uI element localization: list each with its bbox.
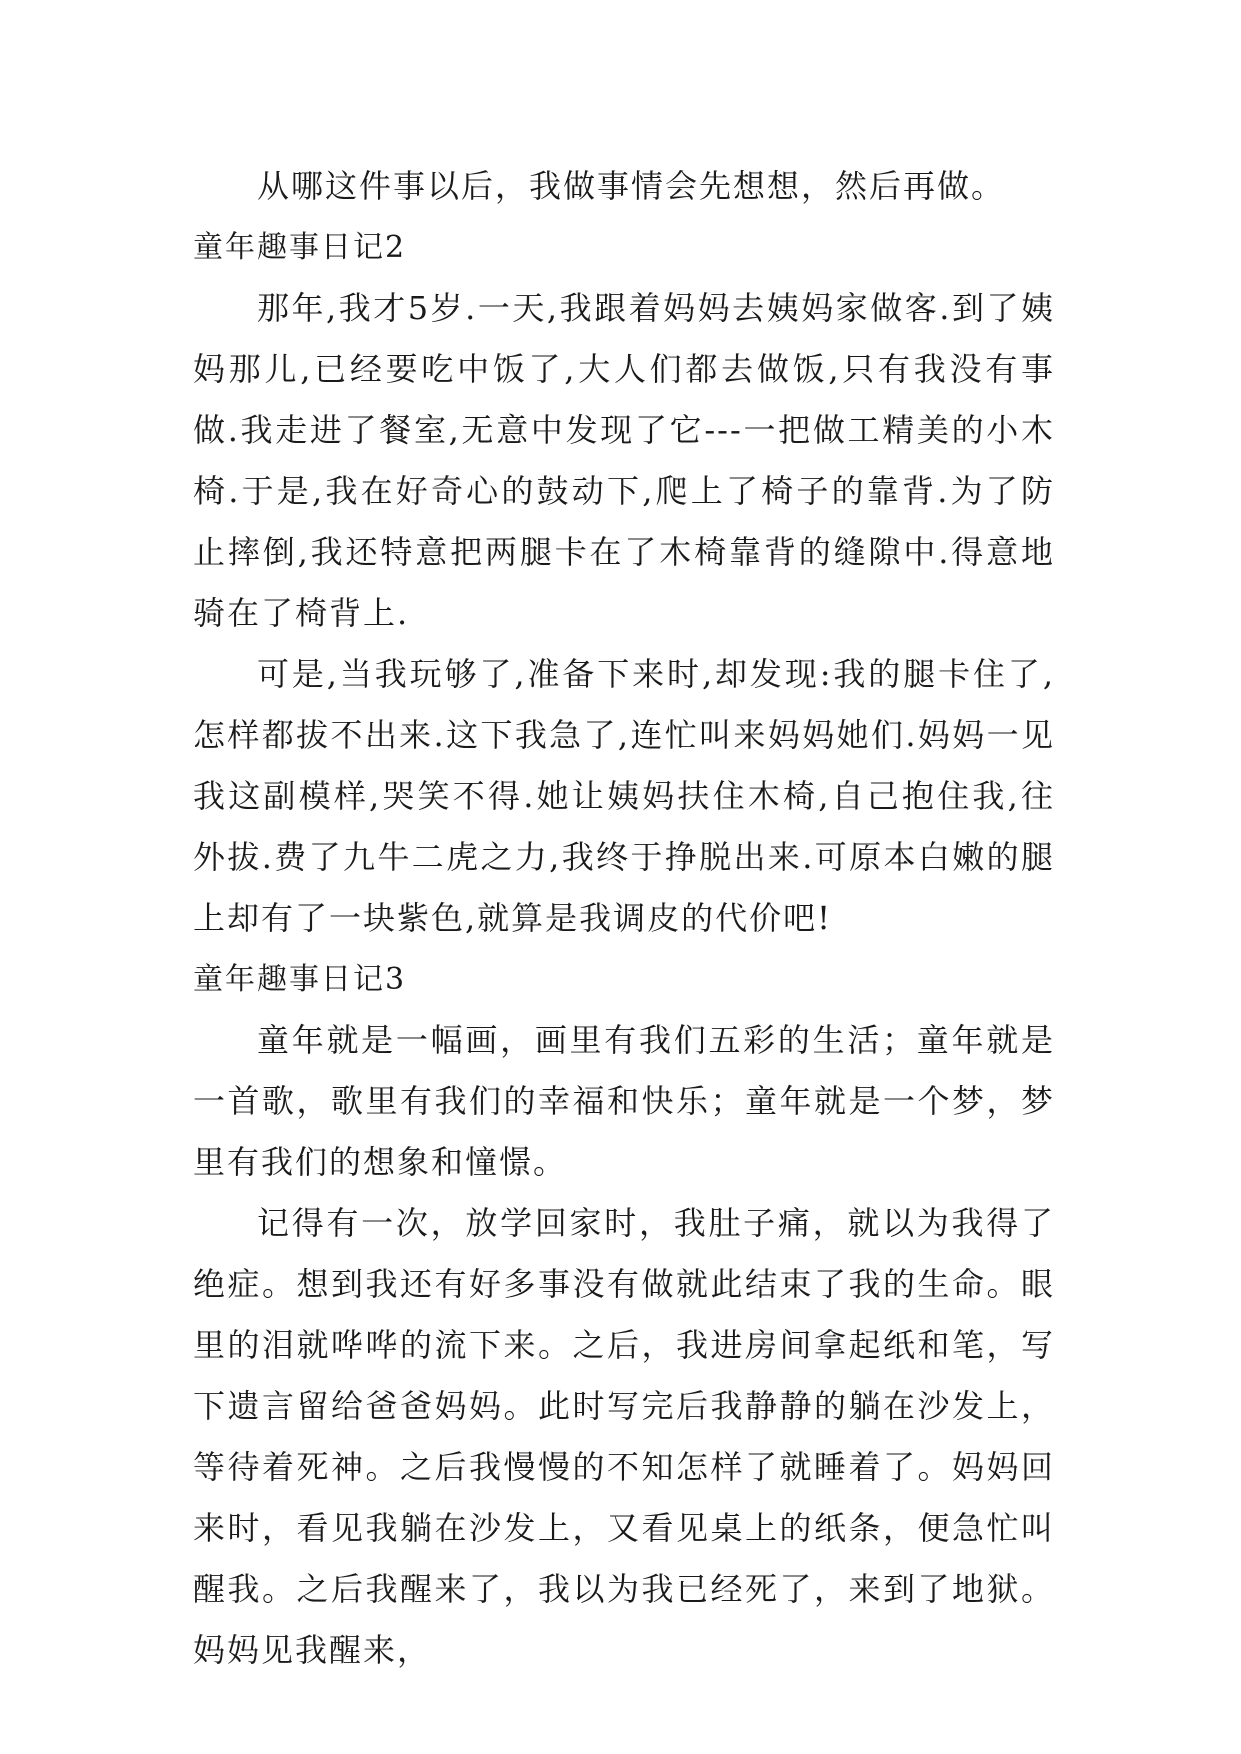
section-heading-2: 童年趣事日记2 <box>193 230 407 265</box>
paragraph-conclusion: 从哪这件事以后，我做事情会先想想，然后再做。 <box>257 167 1006 205</box>
paragraph-chair-story: 那年,我才5岁.一天,我跟着妈妈去姨妈家做客.到了姨妈那儿,已经要吃中饭了,大人们都去做饭,只有我没有事做.我走进了餐室,无意中发现了它---一把做工精美的小木椅.于是,我在好奇心的鼓动下,爬上了椅子的靠背.为了防止摔倒,我还特意把两腿卡在了木椅靠背的缝隙中.得意地骑在了椅背上. <box>193 289 1055 632</box>
document-body <box>193 156 1055 1681</box>
paragraph-stomachache-story: 记得有一次，放学回家时，我肚子痛，就以为我得了绝症。想到我还有好多事没有做就此结束了我的生命。眼里的泪就哗哗的流下来。之后，我进房间拿起纸和笔，写下遗言留给爸爸妈妈。此时写完后我静静的躺在沙发上，等待着死神。之后我慢慢的不知怎样了就睡着了。妈妈回来时，看见我躺在沙发上，又看见桌上的纸条，便急忙叫醒我。之后我醒来了，我以为我已经死了，来到了地狱。妈妈见我醒来， <box>193 1204 1055 1669</box>
section-heading-3: 童年趣事日记3 <box>193 962 407 997</box>
paragraph-stuck-leg: 可是,当我玩够了,准备下来时,却发现:我的腿卡住了,怎样都拔不出来.这下我急了,连忙叫来妈妈她们.妈妈一见我这副模样,哭笑不得.她让姨妈扶住木椅,自己抱住我,往外拔.费了九牛二虎之力,我终于挣脱出来.可原本白嫩的腿上却有了一块紫色,就算是我调皮的代价吧! <box>193 655 1055 937</box>
paragraph-childhood-intro: 童年就是一幅画，画里有我们五彩的生活；童年就是一首歌，歌里有我们的幸福和快乐；童年就是一个梦，梦里有我们的想象和憧憬。 <box>193 1021 1055 1181</box>
